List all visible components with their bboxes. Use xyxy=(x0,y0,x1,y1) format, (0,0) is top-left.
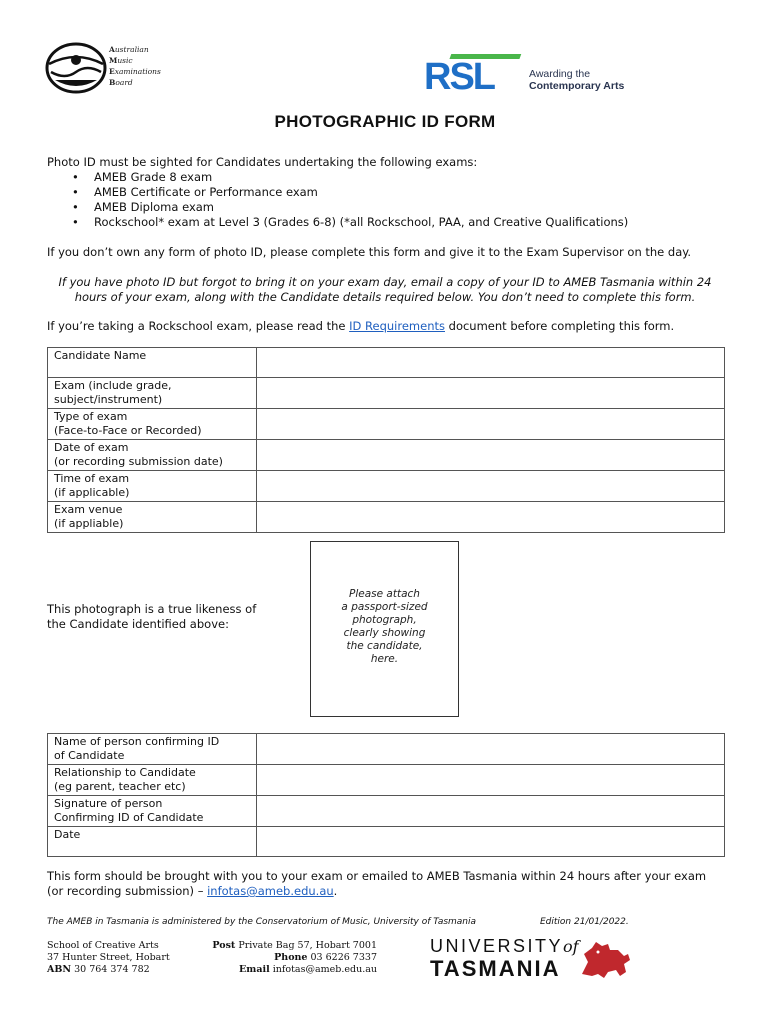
ameb-wordmark: Australian Music Examinations Board xyxy=(109,45,161,87)
rockschool-note: If you’re taking a Rockschool exam, please read the ID Requirements document before completing this form. xyxy=(47,319,675,333)
utas-logo: UNIVERSITYof TASMANIA xyxy=(430,936,579,981)
confirmation-table xyxy=(47,733,725,857)
exam-date-label: Date of exam (or recording submission date) xyxy=(48,440,257,471)
table-row xyxy=(48,348,725,378)
rsl-logo-icon xyxy=(424,52,524,92)
exam-time-label: Time of exam (if applicable) xyxy=(48,471,257,502)
exam-type-field[interactable] xyxy=(257,409,725,440)
signature-label: Signature of person Confirming ID of Candidate xyxy=(48,796,257,827)
exam-label: Exam (include grade, subject/instrument) xyxy=(48,378,257,409)
edition-note: Edition 21/01/2022. xyxy=(540,917,629,927)
relationship-field[interactable] xyxy=(257,765,725,796)
svg-text:RSL: RSL xyxy=(424,56,494,92)
table-row xyxy=(48,502,725,533)
exam-date-field[interactable] xyxy=(257,440,725,471)
footer-address: School of Creative Arts 37 Hunter Street, Hobart ABN 30 764 374 782 xyxy=(47,940,170,975)
confirmer-name-field[interactable] xyxy=(257,734,725,765)
table-row xyxy=(48,440,725,471)
candidate-name-field[interactable] xyxy=(257,348,725,378)
table-row xyxy=(48,734,725,765)
list-item: • Rockschool* exam at Level 3 (Grades 6-8) (*all Rockschool, PAA, and Creative Qualifications) xyxy=(72,215,628,230)
photo-instructions: Please attach a passport-sized photograph, clearly showing the candidate, here. xyxy=(341,588,428,665)
date-field[interactable] xyxy=(257,827,725,857)
table-row xyxy=(48,765,725,796)
exam-venue-label: Exam venue (if appliable) xyxy=(48,502,257,533)
table-row xyxy=(48,827,725,857)
relationship-label: Relationship to Candidate (eg parent, teacher etc) xyxy=(48,765,257,796)
table-row xyxy=(48,471,725,502)
no-id-text: If you don’t own any form of photo ID, please complete this form and give it to the Exam Supervisor on the day. xyxy=(47,245,692,259)
exam-venue-field[interactable] xyxy=(257,502,725,533)
exam-type-label: Type of exam (Face-to-Face or Recorded) xyxy=(48,409,257,440)
intro-text: Photo ID must be sighted for Candidates undertaking the following exams: xyxy=(47,155,478,169)
page-title: PHOTOGRAPHIC ID FORM xyxy=(274,112,496,131)
ameb-logo-icon xyxy=(45,42,107,94)
candidate-name-label: Candidate Name xyxy=(48,348,257,378)
candidate-details-table xyxy=(47,347,725,533)
list-item: • AMEB Grade 8 exam xyxy=(72,170,628,185)
list-item: • AMEB Certificate or Performance exam xyxy=(72,185,628,200)
id-requirements-link[interactable]: ID Requirements xyxy=(349,319,445,333)
forgot-id-note: If you have photo ID but forgot to bring it on your exam day, email a copy of your ID to AMEB Tasmania within 24 hours of your exam, along with the Candidate details required below. You don’t need to complete this form. xyxy=(58,275,712,304)
utas-lion-icon xyxy=(578,940,632,980)
table-row xyxy=(48,796,725,827)
date-label: Date xyxy=(48,827,257,857)
list-item: • AMEB Diploma exam xyxy=(72,200,628,215)
footer-contact: Post Private Bag 57, Hobart 7001 Phone 03 6226 7337 Email infotas@ameb.edu.au xyxy=(212,940,377,975)
admin-note: The AMEB in Tasmania is administered by the Conservatorium of Music, University of Tasmania xyxy=(47,917,477,927)
exam-field[interactable] xyxy=(257,378,725,409)
confirmer-name-label: Name of person confirming ID of Candidate xyxy=(48,734,257,765)
signature-field[interactable] xyxy=(257,796,725,827)
rsl-tagline: Awarding the Contemporary Arts xyxy=(529,68,625,92)
exam-list xyxy=(72,170,628,230)
table-row xyxy=(48,378,725,409)
likeness-statement: This photograph is a true likeness of the Candidate identified above: xyxy=(47,602,257,631)
table-row xyxy=(48,409,725,440)
email-link[interactable]: infotas@ameb.edu.au xyxy=(207,884,334,898)
exam-time-field[interactable] xyxy=(257,471,725,502)
submission-note: This form should be brought with you to your exam or emailed to AMEB Tasmania within 24 hours after your exam (or recording submission) – infotas@ameb.edu.au. xyxy=(47,869,707,898)
